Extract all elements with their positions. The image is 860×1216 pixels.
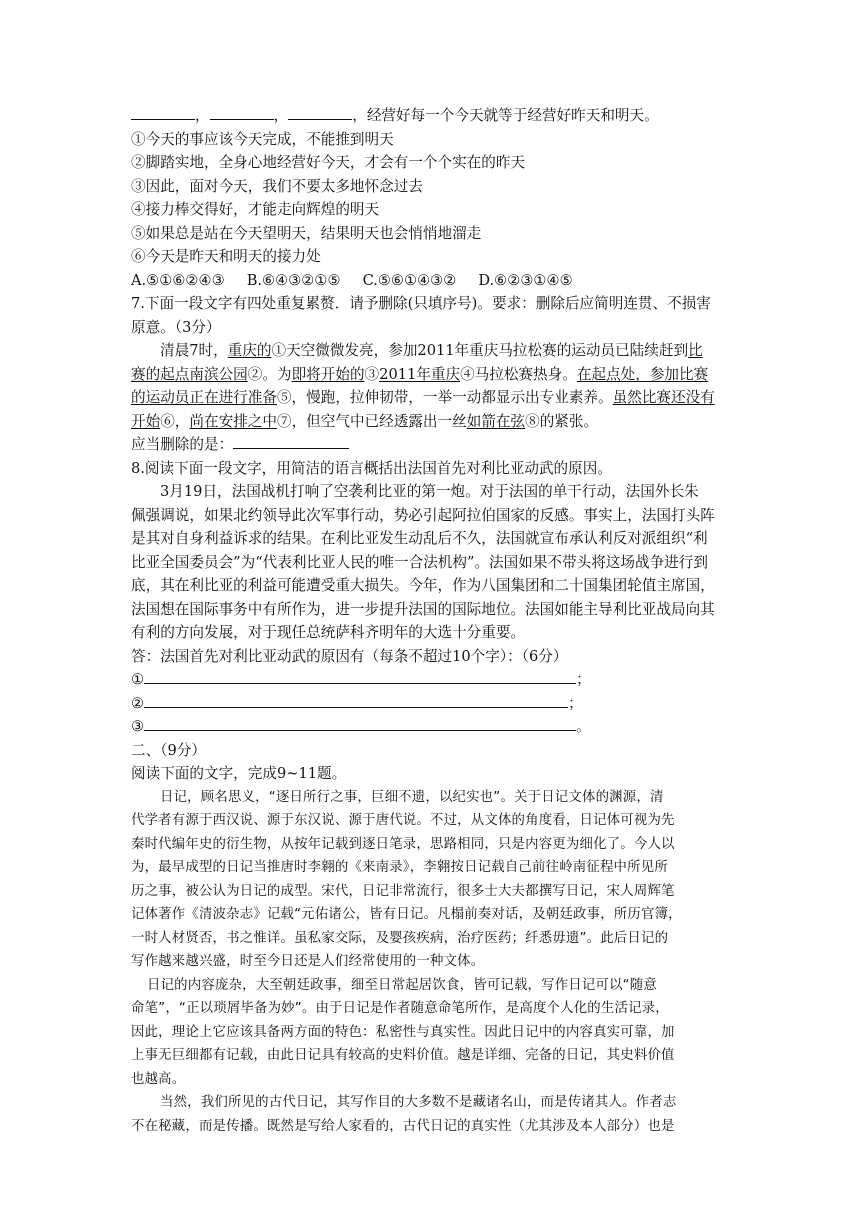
underlined-phrase: 重庆的 xyxy=(227,342,272,359)
q6-item: ⑤如果总是站在今天望明天，结果明天也会悄悄地溜走 xyxy=(131,224,482,242)
q8-passage-line: 法国想在国际事务中有所作为，进一步提升法国的国际地位。法国如能主导利比亚战局向其 xyxy=(131,600,715,618)
q6-item: ③因此，面对今天，我们不要太多地怀念过去 xyxy=(131,177,423,195)
option-a[interactable]: A.⑤①⑥②④③ xyxy=(131,271,225,289)
q7-stem: 7.下面一段文字有四处重复累赘．请予删除(只填序号)。要求：删除后应简明连贯、不损害 xyxy=(131,295,711,312)
q6-item: ①今天的事应该今天完成，不能推到明天 xyxy=(131,130,394,148)
article-line: 日记的内容庞杂，大至朝廷政事，细至日常起居饮食，皆可记载，写作日记可以“随意 xyxy=(147,977,657,993)
article-line: 一时人材贤否，书之惟详。虽私家交际，及婴孩疾病，治疗医药；纤悉毋遗”。此后日记的 xyxy=(131,930,669,946)
article-line: 当然，我们所见的古代日记，其写作目的大多数不是藏诸名山，而是传诸其人。作者志 xyxy=(160,1095,677,1110)
article-line: 代学者有源于西汉说、源于东汉说、源于唐代说。不过，从文体的角度看，日记体可视为先 xyxy=(131,813,675,828)
underlined-phrase: 如箭在弦 xyxy=(466,412,526,430)
section-heading: 二、（9分） xyxy=(131,741,206,759)
underlined-phrase: 比 xyxy=(688,342,703,359)
article-line: 不在秘藏，而是传播。既然是写给人家看的，古代日记的真实性（尤其涉及本人部分）也是 xyxy=(131,1118,675,1134)
q8-passage-line: 3月19日，法国战机打响了空袭利比亚的第一炮。对于法国的单干行动，法国外长朱 xyxy=(160,483,699,500)
q6-item: ②脚踏实地，全身心地经营好今天，才会有一个个实在的昨天 xyxy=(131,154,526,171)
q8-passage-line: 底，其在利比亚的利益可能遭受重大损失。今年，作为八国集团和二十国集团轮值主席国， xyxy=(131,577,715,594)
fill-blank-1[interactable] xyxy=(131,104,195,120)
option-d[interactable]: D.⑥②③①④⑤ xyxy=(478,271,573,289)
article-line: 日记，顾名思义，“逐日所行之事，巨细不遗，以纪实也”。关于日记文体的渊源，清 xyxy=(160,789,664,805)
q7-answer-line: 应当删除的是： xyxy=(131,433,741,457)
article-line: 上事无巨细都有记载，由此日记具有较高的史料价值。越是详细、完备的日记，其史料价值 xyxy=(131,1048,675,1063)
option-c[interactable]: C.⑤⑥①④③② xyxy=(362,271,457,289)
answer-blank[interactable] xyxy=(144,692,568,708)
article-line: 写作越来越兴盛，时至今日还是人们经常使用的一种文体。 xyxy=(131,954,485,969)
exam-page xyxy=(131,104,741,1138)
underlined-phrase: 赛的起点南滨公园 xyxy=(131,365,248,383)
option-b[interactable]: B.⑥④③②①⑤ xyxy=(246,271,341,289)
q7-answer-blank[interactable] xyxy=(233,433,349,449)
underlined-phrase: 尚在安排之中 xyxy=(189,412,277,430)
underlined-phrase: 2011年重庆 xyxy=(379,365,461,383)
q7-passage-line: 赛的起点南滨公园②。为即将开始的③2011年重庆④马拉松赛热身。在起点处，参加比赛 xyxy=(131,365,709,383)
reading-article xyxy=(131,786,741,1139)
q7-passage-line: 的运动员正在进行准备⑤，慢跑，拉伸韧带，一举一动都显示出专业素养。虽然比赛还没有 xyxy=(131,389,715,406)
q8-stem: 8.阅读下面一段文字，用简洁的语言概括出法国首先对利比亚动武的原因。 xyxy=(131,459,612,477)
q8-passage-line: 佩强调说，如果北约领导此次军事行动，势必引起阿拉伯国家的反感。事实上，法国打头阵 xyxy=(131,506,715,524)
article-line: 命笔”，“正以琐屑毕备为妙”。由于日记是作者随意命笔所作，是高度个人化的生活记录， xyxy=(131,1001,669,1016)
article-line: 秦时代编年史的衍生物，从按年记载到逐日笔录，思路相同，只是内容更为细化了。今人以 xyxy=(131,836,675,852)
underlined-phrase: 的运动员正在进行准备 xyxy=(131,389,277,406)
q6-item: ④接力棒交得好，才能走向辉煌的明天 xyxy=(131,201,380,218)
q8-passage-line: 比亚全国委员会”为“代表利比亚人民的唯一合法机构”。法国如果不带头将这场战争进行到 xyxy=(131,553,708,571)
fill-blank-3[interactable] xyxy=(288,104,352,120)
q6-item: ⑥今天是昨天和明天的接力处 xyxy=(131,248,321,265)
q8-answer-prompt: 答：法国首先对利比亚动武的原因有（每条不超过10个字）：（6分） xyxy=(131,647,568,665)
q8-answer-slot-1: ① ； xyxy=(131,668,741,692)
article-line: 历之事，被公认为日记的成型。宋代，日记非常流行，很多士大夫都撰写日记，宋人周辉笔 xyxy=(131,883,675,899)
q8-answer-slot-2: ② ； xyxy=(131,692,741,716)
section-intro: 阅读下面的文字，完成9~11题。 xyxy=(131,765,347,782)
underlined-phrase: 虽然比赛还没有 xyxy=(612,389,715,406)
q6-lead: ， ， ，经营好每一个今天就等于经营好昨天和明天。 xyxy=(131,104,741,128)
answer-blank[interactable] xyxy=(144,668,576,684)
fill-blank-2[interactable] xyxy=(210,104,274,120)
q7-stem-cont: 原意。（3分） xyxy=(131,318,221,336)
answer-blank[interactable] xyxy=(144,715,576,731)
article-line: 也越高。 xyxy=(131,1071,186,1087)
q8-passage-line: 是其对自身利益诉求的结果。在利比亚发生动乱后不久，法国就宣布承认利反对派组织“利 xyxy=(131,530,708,547)
article-line: 因此，理论上它应该具备两方面的特色：私密性与真实性。因此日记中的内容真实可靠，加 xyxy=(131,1024,675,1040)
q7-passage-line: 清晨7时，重庆的①天空微微发亮，参加2011年重庆马拉松赛的运动员已陆续赶到比 xyxy=(160,342,703,359)
q8-passage-line: 有利的方向发展，对于现任总统萨科齐明年的大选十分重要。 xyxy=(131,624,526,641)
article-line: 为，最早成型的日记当推唐时李翱的《来南录》，李翱按日记载自己前往岭南征程中所见所 xyxy=(131,860,668,875)
article-line: 记体著作《清波杂志》记载“元佑诸公，皆有日记。凡榻前奏对话，及朝廷政事，所历官簿， xyxy=(131,907,682,922)
q7-passage-line: 开始⑥，尚在安排之中⑦，但空气中已经透露出一丝如箭在弦⑧的紧张。 xyxy=(131,412,599,430)
underlined-phrase: 即将开始的 xyxy=(291,365,365,383)
q8-answer-slot-3: ③ 。 xyxy=(131,715,741,739)
q6-options xyxy=(131,269,741,293)
underlined-phrase: 开始 xyxy=(131,412,161,430)
underlined-phrase: 在起点处，参加比赛 xyxy=(576,365,709,383)
